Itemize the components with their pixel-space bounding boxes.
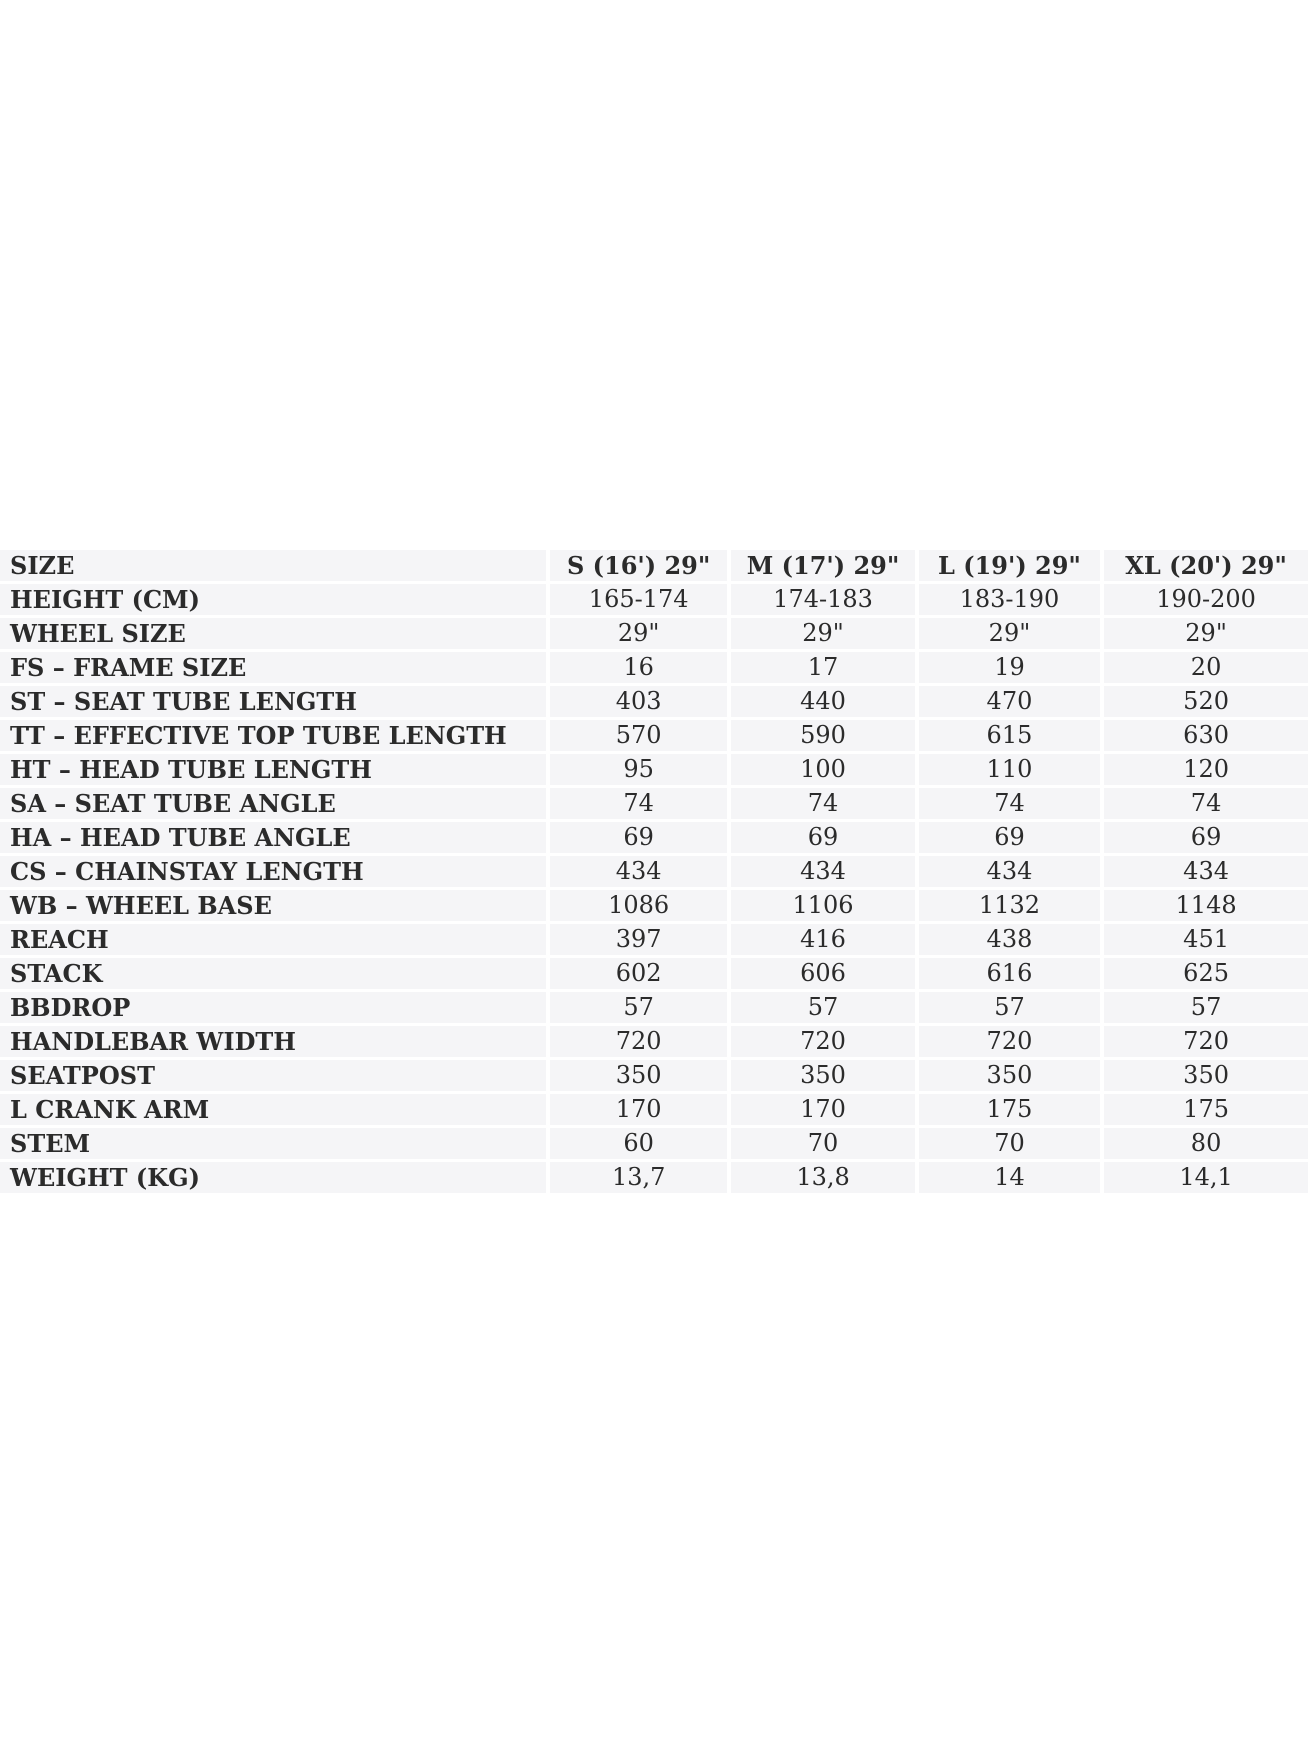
cell-value: 1148 bbox=[1100, 890, 1308, 921]
cell-value: 438 bbox=[915, 924, 1100, 955]
row-label: STACK bbox=[0, 958, 546, 989]
cell-value: 13,8 bbox=[727, 1162, 914, 1193]
cell-value: 520 bbox=[1100, 686, 1308, 717]
size-header-s: S (16') 29" bbox=[546, 550, 727, 581]
row-label: SA – SEAT TUBE ANGLE bbox=[0, 788, 546, 819]
cell-value: 29" bbox=[1100, 618, 1308, 649]
cell-value: 70 bbox=[915, 1128, 1100, 1159]
cell-value: 625 bbox=[1100, 958, 1308, 989]
table-row bbox=[0, 618, 1308, 649]
row-label: REACH bbox=[0, 924, 546, 955]
row-label: HANDLEBAR WIDTH bbox=[0, 1026, 546, 1057]
geometry-table bbox=[0, 547, 1308, 1196]
row-label: STEM bbox=[0, 1128, 546, 1159]
cell-value: 57 bbox=[915, 992, 1100, 1023]
cell-value: 110 bbox=[915, 754, 1100, 785]
table-row bbox=[0, 1060, 1308, 1091]
table-row bbox=[0, 1026, 1308, 1057]
row-label: CS – CHAINSTAY LENGTH bbox=[0, 856, 546, 887]
cell-value: 720 bbox=[727, 1026, 914, 1057]
cell-value: 69 bbox=[915, 822, 1100, 853]
cell-value: 720 bbox=[1100, 1026, 1308, 1057]
cell-value: 70 bbox=[727, 1128, 914, 1159]
table-row bbox=[0, 1128, 1308, 1159]
cell-value: 1106 bbox=[727, 890, 914, 921]
row-label: WEIGHT (KG) bbox=[0, 1162, 546, 1193]
cell-value: 602 bbox=[546, 958, 727, 989]
row-label: L CRANK ARM bbox=[0, 1094, 546, 1125]
cell-value: 570 bbox=[546, 720, 727, 751]
cell-value: 14,1 bbox=[1100, 1162, 1308, 1193]
cell-value: 606 bbox=[727, 958, 914, 989]
row-label: ST – SEAT TUBE LENGTH bbox=[0, 686, 546, 717]
table-row bbox=[0, 924, 1308, 955]
cell-value: 69 bbox=[546, 822, 727, 853]
cell-value: 174-183 bbox=[727, 584, 914, 615]
cell-value: 434 bbox=[915, 856, 1100, 887]
row-label: HT – HEAD TUBE LENGTH bbox=[0, 754, 546, 785]
cell-value: 69 bbox=[1100, 822, 1308, 853]
cell-value: 170 bbox=[727, 1094, 914, 1125]
table-row bbox=[0, 890, 1308, 921]
table-row bbox=[0, 754, 1308, 785]
cell-value: 60 bbox=[546, 1128, 727, 1159]
size-header-m: M (17') 29" bbox=[727, 550, 914, 581]
cell-value: 720 bbox=[915, 1026, 1100, 1057]
cell-value: 29" bbox=[546, 618, 727, 649]
cell-value: 190-200 bbox=[1100, 584, 1308, 615]
cell-value: 57 bbox=[1100, 992, 1308, 1023]
row-label: TT – EFFECTIVE TOP TUBE LENGTH bbox=[0, 720, 546, 751]
cell-value: 120 bbox=[1100, 754, 1308, 785]
row-label: WB – WHEEL BASE bbox=[0, 890, 546, 921]
cell-value: 20 bbox=[1100, 652, 1308, 683]
cell-value: 616 bbox=[915, 958, 1100, 989]
cell-value: 29" bbox=[915, 618, 1100, 649]
cell-value: 165-174 bbox=[546, 584, 727, 615]
cell-value: 29" bbox=[727, 618, 914, 649]
cell-value: 95 bbox=[546, 754, 727, 785]
cell-value: 74 bbox=[546, 788, 727, 819]
cell-value: 590 bbox=[727, 720, 914, 751]
cell-value: 350 bbox=[1100, 1060, 1308, 1091]
row-label: HEIGHT (CM) bbox=[0, 584, 546, 615]
cell-value: 350 bbox=[727, 1060, 914, 1091]
cell-value: 80 bbox=[1100, 1128, 1308, 1159]
row-label: SEATPOST bbox=[0, 1060, 546, 1091]
cell-value: 74 bbox=[727, 788, 914, 819]
header-label: SIZE bbox=[0, 550, 546, 581]
cell-value: 14 bbox=[915, 1162, 1100, 1193]
table-row bbox=[0, 856, 1308, 887]
cell-value: 100 bbox=[727, 754, 914, 785]
header-row bbox=[0, 550, 1308, 581]
cell-value: 170 bbox=[546, 1094, 727, 1125]
cell-value: 74 bbox=[915, 788, 1100, 819]
cell-value: 57 bbox=[546, 992, 727, 1023]
cell-value: 17 bbox=[727, 652, 914, 683]
row-label: HA – HEAD TUBE ANGLE bbox=[0, 822, 546, 853]
cell-value: 16 bbox=[546, 652, 727, 683]
cell-value: 74 bbox=[1100, 788, 1308, 819]
cell-value: 403 bbox=[546, 686, 727, 717]
cell-value: 13,7 bbox=[546, 1162, 727, 1193]
cell-value: 1086 bbox=[546, 890, 727, 921]
row-label: BBDROP bbox=[0, 992, 546, 1023]
cell-value: 615 bbox=[915, 720, 1100, 751]
table-body bbox=[0, 550, 1308, 1193]
table-row bbox=[0, 1094, 1308, 1125]
table-row bbox=[0, 992, 1308, 1023]
table-row bbox=[0, 652, 1308, 683]
table-row bbox=[0, 788, 1308, 819]
cell-value: 720 bbox=[546, 1026, 727, 1057]
cell-value: 1132 bbox=[915, 890, 1100, 921]
table-row bbox=[0, 1162, 1308, 1193]
cell-value: 434 bbox=[546, 856, 727, 887]
cell-value: 416 bbox=[727, 924, 914, 955]
table-row bbox=[0, 958, 1308, 989]
cell-value: 440 bbox=[727, 686, 914, 717]
row-label: FS – FRAME SIZE bbox=[0, 652, 546, 683]
row-label: WHEEL SIZE bbox=[0, 618, 546, 649]
size-header-l: L (19') 29" bbox=[915, 550, 1100, 581]
table-row bbox=[0, 584, 1308, 615]
cell-value: 350 bbox=[915, 1060, 1100, 1091]
table-row bbox=[0, 822, 1308, 853]
cell-value: 397 bbox=[546, 924, 727, 955]
cell-value: 350 bbox=[546, 1060, 727, 1091]
table-row bbox=[0, 686, 1308, 717]
cell-value: 69 bbox=[727, 822, 914, 853]
cell-value: 19 bbox=[915, 652, 1100, 683]
cell-value: 434 bbox=[727, 856, 914, 887]
cell-value: 57 bbox=[727, 992, 914, 1023]
cell-value: 630 bbox=[1100, 720, 1308, 751]
cell-value: 183-190 bbox=[915, 584, 1100, 615]
table-row bbox=[0, 720, 1308, 751]
cell-value: 451 bbox=[1100, 924, 1308, 955]
cell-value: 175 bbox=[915, 1094, 1100, 1125]
cell-value: 175 bbox=[1100, 1094, 1308, 1125]
size-header-xl: XL (20') 29" bbox=[1100, 550, 1308, 581]
cell-value: 470 bbox=[915, 686, 1100, 717]
cell-value: 434 bbox=[1100, 856, 1308, 887]
